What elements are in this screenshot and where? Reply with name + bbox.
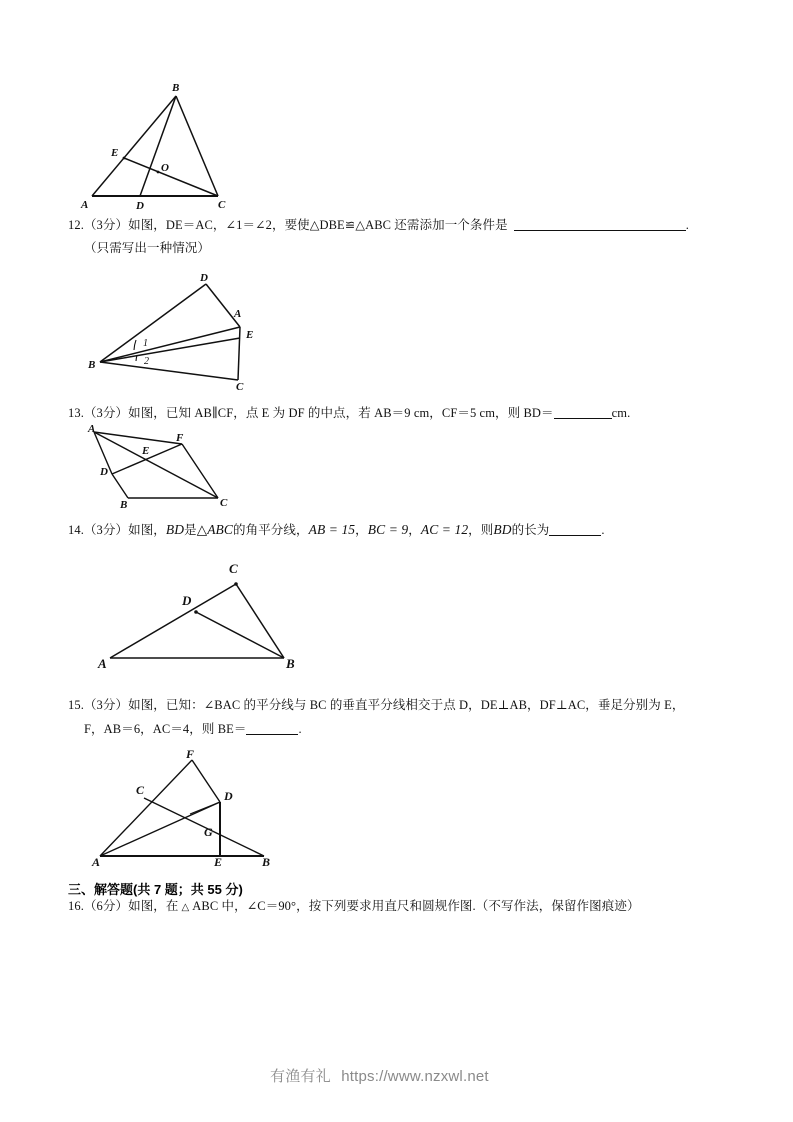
fig-label-F: F	[176, 432, 184, 444]
fig-label-A: A	[234, 308, 242, 320]
fig-label-B: B	[172, 82, 180, 94]
fig-label-A: A	[88, 423, 96, 435]
q12-tail: .	[685, 218, 689, 232]
figure-triangle-dbe-abc	[88, 272, 278, 393]
q16-text-b: ABC 中，∠C＝90°，按下列要求用直尺和圆规作图.（不写作法，保留作图痕迹）	[192, 899, 640, 913]
fig-label-E: E	[246, 329, 254, 341]
fig-label-D: D	[136, 200, 144, 212]
figure-triangle-abc-cevians	[70, 78, 260, 213]
q14-t1: 是	[184, 523, 197, 537]
fig-label-D: D	[100, 466, 108, 478]
q14-answer-blank[interactable]	[549, 535, 601, 536]
q16-points: （6分）	[83, 899, 129, 913]
q14-bd-1: BD	[165, 522, 185, 537]
q13-unit: cm.	[611, 406, 631, 420]
fig-angle-label-2: 2	[144, 356, 149, 367]
question-16-line-1	[68, 898, 640, 916]
q15-text-2: F，AB＝6，AC＝4，则 BE＝	[84, 722, 247, 736]
q12-text: 如图，DE＝AC，∠1＝∠2，要使△DBE≌△ABC 还需添加一个条件是	[128, 218, 508, 232]
question-13-line-1	[68, 405, 630, 422]
q15-answer-blank[interactable]	[246, 734, 298, 735]
q14-prefix: 如图，	[128, 523, 166, 537]
q13-number: 13.	[68, 406, 84, 420]
fig-label-B: B	[88, 359, 96, 371]
fig-label-D: D	[200, 272, 208, 284]
fig-label-G: G	[204, 825, 213, 839]
q14-t5: ，则	[468, 523, 494, 537]
q14-points: （3分）	[83, 523, 129, 537]
fig-label-F: F	[186, 747, 195, 761]
q14-bd-2: BD	[493, 522, 512, 537]
q13-text: 如图，已知 AB∥CF，点 E 为 DF 的中点，若 AB＝9 cm，CF＝5 cm，则 BD＝	[128, 406, 554, 420]
q14-ab-value: AB = 15	[308, 522, 356, 537]
question-14-line-1	[68, 521, 605, 539]
fig-label-O: O	[161, 162, 169, 174]
fig-label-C: C	[236, 381, 244, 393]
q12-points: （3分）	[83, 218, 129, 232]
figure-triangle-bisector-bd	[98, 554, 308, 670]
q15-points: （3分）	[83, 698, 129, 712]
q14-ac-value: AC = 12	[420, 522, 469, 537]
fig-label-B: B	[286, 656, 295, 671]
fig-label-D: D	[182, 593, 192, 608]
fig-label-C: C	[136, 783, 145, 797]
question-12-line-2	[84, 240, 210, 257]
q14-number: 14.	[68, 523, 84, 537]
q14-t4: ，	[408, 523, 421, 537]
figure-ab-parallel-cf	[86, 423, 246, 511]
fig-label-D: D	[224, 789, 233, 803]
q16-number: 16.	[68, 899, 84, 913]
fig-label-C: C	[220, 497, 228, 509]
fig-label-A: A	[92, 855, 101, 869]
q12-note: （只需写出一种情况）	[84, 241, 211, 255]
q16-triangle-symbol: △	[181, 902, 190, 913]
q14-t3: ，	[355, 523, 368, 537]
fig-label-C: C	[229, 561, 238, 576]
fig-angle-label-1: 1	[143, 338, 148, 349]
figure-triangle-perpendiculars	[92, 747, 302, 869]
question-15-line-1	[68, 697, 684, 714]
q14-abc: △ABC	[196, 522, 233, 537]
watermark-brand: 有渔有礼	[270, 1068, 331, 1085]
q15-text-1: 如图，已知：∠BAC 的平分线与 BC 的垂直平分线相交于点 D，DE⊥AB，DF⊥AC，垂足分别为 E，	[128, 698, 685, 712]
q16-text-a: 如图，在	[128, 899, 179, 913]
q14-tail: .	[601, 523, 605, 537]
fig-label-B: B	[120, 499, 128, 511]
fig-label-E: E	[142, 445, 150, 457]
section-heading-text: 三、解答题(共 7 题；共 55 分)	[68, 882, 243, 897]
q13-points: （3分）	[83, 406, 129, 420]
watermark-url: https://www.nzxwl.net	[341, 1068, 489, 1085]
fig-label-E: E	[214, 855, 223, 869]
fig-label-B: B	[262, 855, 271, 869]
fig-label-A: A	[81, 199, 89, 211]
fig-label-E: E	[111, 147, 119, 159]
fig-label-A: A	[98, 656, 107, 671]
q13-answer-blank[interactable]	[554, 418, 612, 419]
q15-number: 15.	[68, 698, 84, 712]
q14-bc-value: BC = 9	[367, 522, 409, 537]
q15-tail: .	[298, 722, 302, 736]
q12-number: 12.	[68, 218, 84, 232]
watermark	[270, 1065, 489, 1086]
q14-t6: 的长为	[511, 523, 550, 537]
section-heading-3	[68, 879, 243, 898]
fig-label-C: C	[218, 199, 226, 211]
question-12-line-1	[68, 217, 689, 234]
q14-t2: 的角平分线，	[233, 523, 309, 537]
q12-answer-blank[interactable]	[514, 230, 686, 231]
question-15-line-2	[84, 721, 302, 738]
